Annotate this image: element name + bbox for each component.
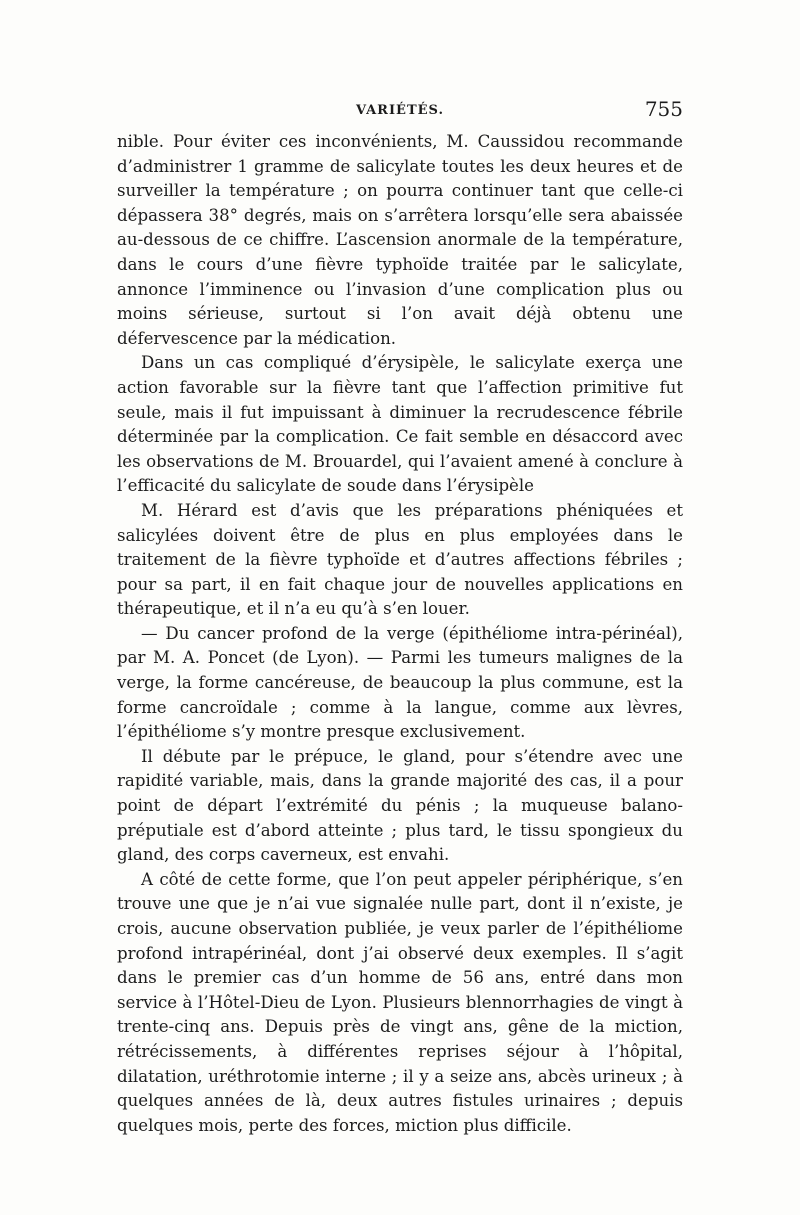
paragraph-6: A côté de cette forme, que l’on peut appeler périphérique, s’en trouve une que je n’ai vue signalée nulle part, dont il n’existe, je crois, aucune observation publiée, je veux parler de l’épithéliome profond intrapérinéal, dont j’ai observé deux exemples. Il s’agit dans le premier cas d’un homme de 56 ans, entré dans mon service à l’Hôtel-Dieu de Lyon. Plusieurs blennorrhagies de vingt à trente-cinq ans. Depuis près de vingt ans, gêne de la miction, rétrécissements, à différentes reprises séjour à l’hôpital, dilatation, uréthrotomie interne ; il y a seize ans, abcès urineux ; à quelques années de là, deux autres fistules urinaires ; depuis quelques mois, perte des forces, miction plus difficile.: [117, 869, 683, 1135]
page-header: [117, 97, 683, 125]
body-text: [117, 130, 683, 1138]
page-number: 755: [644, 97, 683, 121]
paragraph-5: Il débute par le prépuce, le gland, pour s’étendre avec une rapidité variable, mais, dans la grande majorité des cas, il a pour point de départ l’extrémité du pénis ; la muqueuse balano-préputiale est d’abord atteinte ; plus tard, le tissu spongieux du gland, des corps caverneux, est envahi.: [117, 746, 683, 865]
paragraph-1: nible. Pour éviter ces inconvénients, M. Caussidou recommande d’administrer 1 gramme de salicylate toutes les deux heures et de surveiller la température ; on pourra continuer tant que celle-ci dépassera 38° degrés, mais on s’arrêtera lorsqu’elle sera abaissée au-dessous de ce chiffre. L’ascension anormale de la température, dans le cours d’une fièvre typhoïde traitée par le salicylate, annonce l’imminence ou l’invasion d’une complication plus ou moins sérieuse, surtout si l’on avait déjà obtenu une défervescence par la médication.: [117, 132, 683, 348]
running-title: VARIÉTÉS.: [356, 103, 444, 118]
paragraph-3: M. Hérard est d’avis que les préparations phéniquées et salicylées doivent être de plus en plus employées dans le traitement de la fièvre typhoïde et d’autres affections fébriles ; pour sa part, il en fait chaque jour de nouvelles applications en thérapeutique, et il n’a eu qu’à s’en louer.: [117, 500, 683, 619]
paragraph-4: — Du cancer profond de la verge (épithéliome intra-périnéal), par M. A. Poncet (de Lyon). — Parmi les tumeurs malignes de la verge, la forme cancéreuse, de beaucoup la plus commune, est la forme cancroïdale ; comme à la langue, comme aux lèvres, l’épithéliome s’y montre presque exclusivement.: [117, 623, 683, 742]
paragraph-2: Dans un cas compliqué d’érysipèle, le salicylate exerça une action favorable sur la fièvre tant que l’affection primitive fut seule, mais il fut impuissant à diminuer la recrudescence fébrile déterminée par la complication. Ce fait semble en désaccord avec les observations de M. Brouardel, qui l’avaient amené à conclure à l’efficacité du salicylate de soude dans l’érysipèle: [117, 353, 683, 496]
